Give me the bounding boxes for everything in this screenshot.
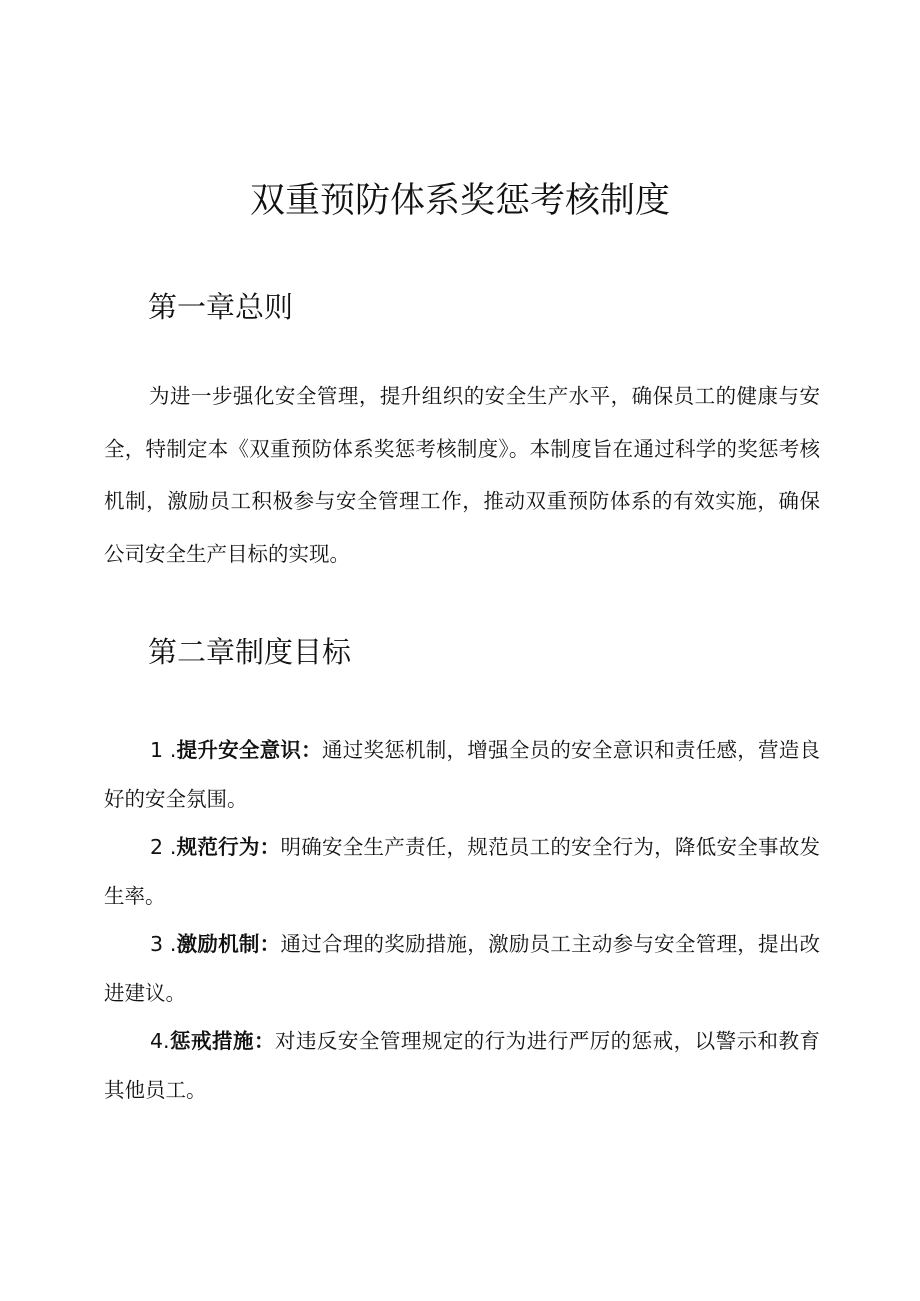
goal-number: 4. <box>150 1029 170 1053</box>
goal-item <box>104 1017 820 1115</box>
goal-number: 1 . <box>150 738 177 762</box>
goal-item <box>104 920 820 1018</box>
chapter-1-paragraph: 为进一步强化安全管理，提升组织的安全生产水平，确保员工的健康与安全，特制定本《双重预防体系奖惩考核制度》。本制度旨在通过科学的奖惩考核机制，激励员工积极参与安全管理工作，推动双重预防体系的有效实施，确保公司安全生产目标的实现。 <box>104 384 820 566</box>
chapter-2-heading: 第二章制度目标 <box>148 635 352 669</box>
goal-number: 2 . <box>150 835 177 859</box>
goal-text: 明确安全生产责任，规范员工的安全行为，降低安全事故发生率。 <box>104 835 821 908</box>
goal-text: 对违反安全管理规定的行为进行严厉的惩戒，以警示和教育其他员工。 <box>104 1029 821 1102</box>
chapter-1-heading: 第一章总则 <box>148 290 294 324</box>
goal-label: 激励机制： <box>176 932 281 956</box>
goal-label: 提升安全意识： <box>176 738 322 762</box>
goal-text: 通过合理的奖励措施，激励员工主动参与安全管理，提出改进建议。 <box>104 932 821 1005</box>
goal-label: 惩戒措施： <box>169 1029 275 1053</box>
goal-text: 通过奖惩机制，增强全员的安全意识和责任感，营造良好的安全氛围。 <box>104 738 821 811</box>
goal-item <box>104 726 820 824</box>
goal-item <box>104 823 820 921</box>
goal-label: 规范行为： <box>176 835 281 859</box>
goal-number: 3 . <box>150 932 177 956</box>
document-title: 双重预防体系奖惩考核制度 <box>249 181 670 221</box>
